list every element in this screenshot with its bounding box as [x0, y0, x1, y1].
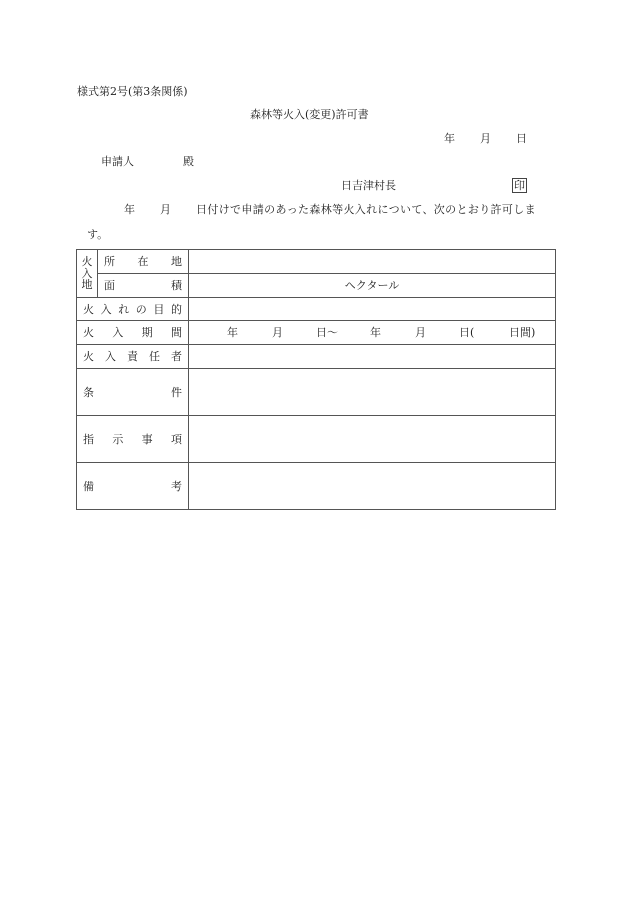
label-char: 火: [83, 302, 94, 316]
responsible-value[interactable]: [189, 345, 556, 369]
label-char: 間: [170, 326, 182, 339]
period-start-year: 年: [227, 326, 238, 339]
period-end-day: 日(: [459, 326, 475, 339]
period-days: 日間): [509, 326, 536, 339]
label-char: 目: [153, 302, 165, 316]
label-char: れ: [118, 302, 130, 316]
period-label: [77, 321, 189, 345]
remarks-value[interactable]: [189, 463, 556, 510]
responsible-label: [77, 345, 189, 369]
label-char: 考: [171, 479, 182, 493]
purpose-label: [77, 298, 189, 321]
label-char: 入: [112, 326, 124, 339]
issue-month: 月: [480, 132, 491, 145]
period-end-month: 月: [415, 326, 426, 339]
body-month: 月: [160, 203, 171, 216]
label-char: 示: [112, 432, 124, 446]
conditions-label: [77, 369, 189, 416]
body-text-line2: す。: [87, 228, 109, 241]
applicant-label: 申請人: [101, 155, 134, 168]
label-char: 備: [83, 479, 94, 493]
body-text-line1: 日付けで申請のあった森林等火入れについて、次のとおり許可しま: [196, 203, 536, 216]
label-char: 入: [105, 350, 116, 363]
table-row-location: [77, 250, 556, 274]
remarks-label: [77, 463, 189, 510]
label-char: 面: [104, 279, 115, 292]
table-row-remarks: [77, 463, 556, 510]
area-value[interactable]: ヘクタール: [189, 274, 556, 298]
label-char: 事: [141, 432, 153, 446]
label-char: 火: [83, 350, 94, 363]
period-end-year: 年: [370, 326, 381, 339]
table-row-period: [77, 321, 556, 345]
label-char: 在: [137, 255, 149, 268]
permit-table: [76, 249, 556, 510]
honorific: 殿: [183, 155, 194, 168]
label-char: 条: [83, 385, 94, 399]
table-row-area: [77, 274, 556, 298]
form-number: 様式第2号(第3条関係): [77, 85, 188, 98]
label-char: 項: [170, 432, 182, 446]
site-label-char: 地: [81, 278, 93, 292]
period-value[interactable]: [189, 321, 556, 345]
instructions-label: [77, 416, 189, 463]
purpose-value[interactable]: [189, 298, 556, 321]
location-value[interactable]: [189, 250, 556, 274]
label-char: 火: [83, 326, 94, 339]
table-row-responsible: [77, 345, 556, 369]
period-start-day: 日～: [316, 326, 338, 339]
table-row-conditions: [77, 369, 556, 416]
conditions-value[interactable]: [189, 369, 556, 416]
document-title: 森林等火入(変更)許可書: [250, 108, 369, 121]
table-row-instructions: [77, 416, 556, 463]
site-label-char: 火: [81, 255, 93, 269]
body-year: 年: [124, 203, 135, 216]
label-char: 期: [141, 326, 153, 339]
label-char: 指: [83, 432, 94, 446]
area-label: [98, 274, 189, 298]
label-char: 地: [171, 255, 182, 268]
table-row-purpose: [77, 298, 556, 321]
seal-mark: 印: [514, 179, 525, 192]
label-char: 任: [149, 350, 160, 363]
label-char: 件: [171, 385, 182, 399]
site-group-label: [77, 250, 98, 298]
issuer-name: 日吉津村長: [341, 179, 396, 192]
period-start-month: 月: [272, 326, 283, 339]
label-char: の: [135, 302, 147, 316]
label-char: 的: [170, 302, 182, 316]
label-char: 所: [104, 255, 115, 268]
label-char: 責: [127, 350, 138, 363]
location-label: [98, 250, 189, 274]
issue-day: 日: [516, 132, 527, 145]
issue-year: 年: [444, 132, 455, 145]
label-char: 者: [171, 350, 182, 363]
label-char: 入: [100, 302, 112, 316]
label-char: 積: [171, 279, 182, 292]
instructions-value[interactable]: [189, 416, 556, 463]
site-label-char: 入: [81, 266, 93, 280]
